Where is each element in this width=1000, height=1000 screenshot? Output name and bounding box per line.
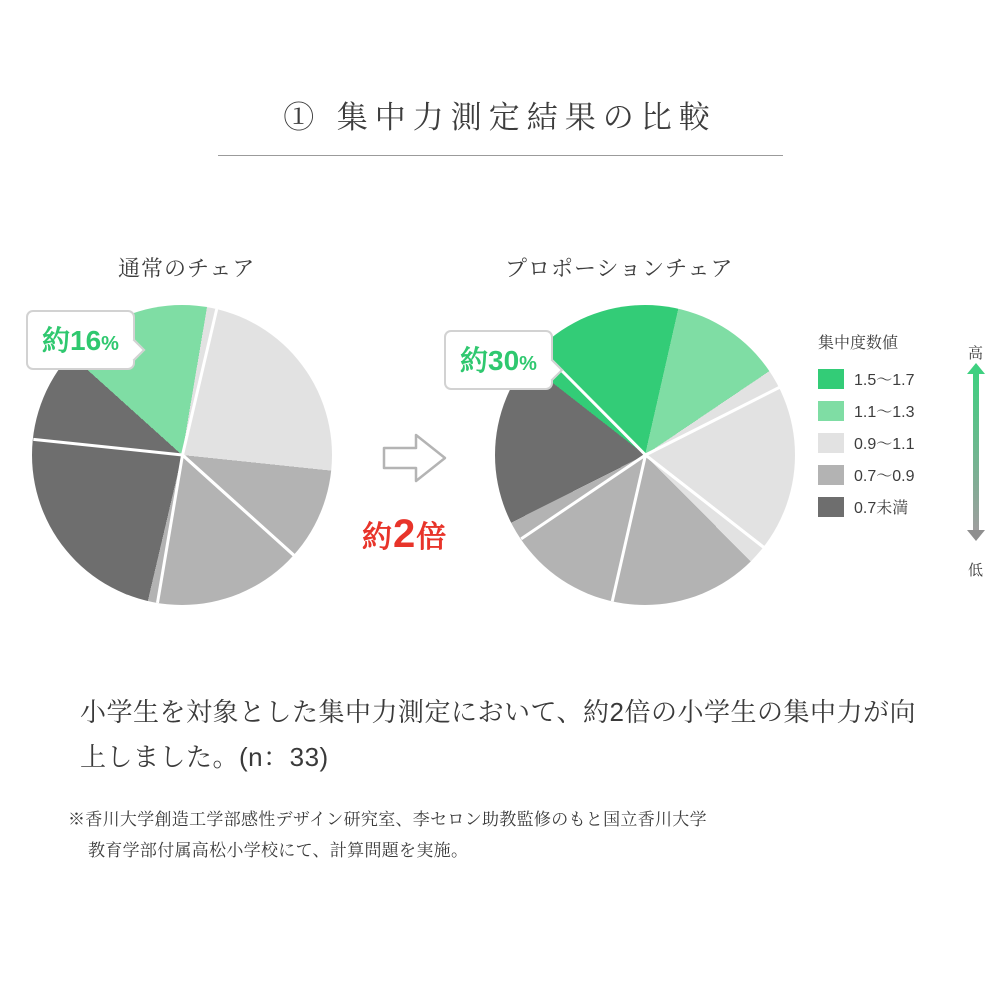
legend-axis-low-label: 低 — [968, 562, 984, 579]
legend-swatch — [818, 369, 844, 389]
legend-item-label: 1.1〜1.3 — [854, 404, 915, 421]
pie-slice-divider — [644, 454, 764, 549]
improvement-value: 2 — [393, 512, 417, 556]
legend-item-label: 0.7未満 — [854, 500, 909, 517]
improvement-prefix: 約 — [362, 521, 393, 554]
chart-caption-right: プロポーションチェア — [505, 256, 734, 281]
footnote — [68, 805, 948, 866]
callout-left — [26, 310, 135, 370]
legend-swatch — [818, 401, 844, 421]
pie-slice-divider — [156, 455, 184, 603]
legend-gradient-axis — [962, 330, 996, 580]
legend-swatch — [818, 433, 844, 453]
legend-item — [818, 495, 978, 518]
right-arrow-icon — [382, 432, 448, 484]
improvement-label — [362, 512, 447, 557]
pie-slice-divider — [33, 438, 182, 457]
callout-right-unit: % — [519, 353, 537, 375]
summary-text: 小学生を対象とした集中力測定において、約2倍の小学生の集中力が向上しました。(n：33) — [80, 697, 916, 772]
legend-gradient-bar — [973, 372, 979, 530]
arrow-down-icon — [967, 530, 985, 541]
legend-item-label: 0.9〜1.1 — [854, 436, 915, 453]
legend-item-label: 1.5〜1.7 — [854, 372, 915, 389]
pie-slice-divider — [644, 386, 779, 456]
callout-right-value: 約30 — [460, 345, 520, 376]
pie-slice-divider — [610, 455, 646, 602]
legend-title: 集中度数値 — [818, 335, 899, 352]
callout-left-value: 約16 — [42, 325, 102, 356]
page-title: ① 集中力測定結果の比較 — [283, 100, 717, 135]
callout-left-unit: % — [101, 333, 119, 355]
footnote-line-1: ※香川大学創造工学部感性デザイン研究室、李セロン助教監修のもと国立香川大学 — [68, 810, 707, 829]
pie-slice-divider — [181, 454, 294, 557]
callout-right — [444, 330, 553, 390]
legend-item — [818, 463, 978, 486]
legend-swatch — [818, 465, 844, 485]
legend-axis-high-label: 高 — [968, 345, 984, 362]
legend — [818, 330, 978, 527]
title-divider — [218, 155, 783, 156]
chart-caption-left: 通常のチェア — [118, 256, 256, 281]
pie-slice-divider — [644, 454, 764, 549]
legend-swatch — [818, 497, 844, 517]
improvement-suffix: 倍 — [416, 521, 448, 554]
legend-item — [818, 399, 978, 422]
pie-slice-divider — [520, 454, 646, 540]
footnote-line-2: 教育学部付属高松小学校にて、計算問題を実施。 — [88, 840, 469, 860]
legend-item — [818, 431, 978, 454]
legend-item-label: 0.7〜0.9 — [854, 468, 915, 485]
pie-slice-divider — [181, 454, 294, 557]
legend-item — [818, 367, 978, 390]
pie-slice-divider — [181, 309, 218, 456]
page-title-wrap — [0, 92, 1000, 137]
